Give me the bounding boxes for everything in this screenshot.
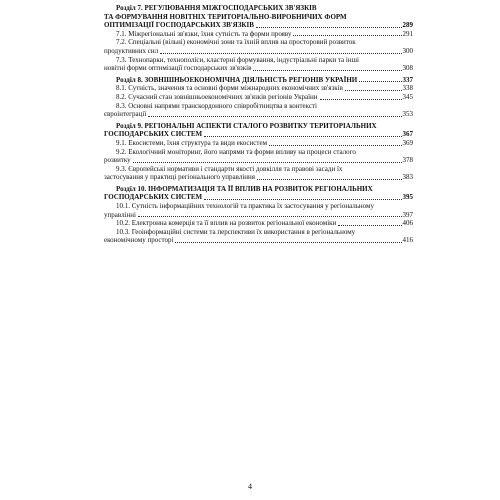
section-10-heading-line-2: ГОСПОДАРСЬКИХ СИСТЕМ [104, 193, 203, 202]
toc-entry-text-line-1: 8.3. Основні напрями транскордонного співробітництва в контексті [116, 101, 318, 110]
section-7-heading-line-2: ТА ФОРМУВАННЯ НОВІТНІХ ТЕРИТОРІАЛЬНО-ВИРОБНИЧИХ ФОРМ [104, 12, 347, 21]
section-7-heading-line-3: ОПТИМІЗАЦІЇ ГОСПОДАРСЬКИХ ЗВ'ЯЗКІВ [104, 21, 254, 30]
toc-entry-text-line-2: економічному просторі [104, 236, 174, 245]
section-9-heading [104, 122, 413, 139]
toc-entry-text-line-2: євроінтеграції [104, 110, 147, 119]
toc-entry-page: 300 [402, 46, 413, 55]
toc-entry-text-line-2: застосування у практиці регіонального управління [104, 173, 256, 182]
leader-dots [148, 116, 401, 117]
leader-dots [204, 199, 401, 200]
toc-entry-page: 406 [402, 219, 413, 228]
leader-dots [133, 162, 402, 163]
toc-entry-page: 353 [402, 110, 413, 119]
toc-entry-text-line-1: 10.3. Геоінформаційні системи та перспективи їх використання в регіональному [116, 227, 356, 236]
toc-section-8 [104, 76, 413, 119]
leader-dots [320, 99, 402, 100]
toc-entry-page: 397 [402, 210, 413, 219]
toc-entry-9-1 [104, 139, 413, 148]
leader-dots [204, 136, 401, 137]
section-9-page: 367 [402, 130, 413, 139]
toc-entry-7-2 [104, 38, 413, 55]
toc-entry-text-line-1: 9.2. Екологічний моніторинг, його напрями та форми впливу на процеси сталого [116, 147, 356, 156]
toc-entry-8-3 [104, 102, 413, 119]
toc-entry-text-line-1: 10.1. Сутність інформаційних технологій та практика їх застосування у регіональному [116, 202, 374, 211]
toc-section-10 [104, 185, 413, 245]
section-10-heading [104, 185, 413, 202]
leader-dots [256, 27, 402, 28]
toc-entry-page: 338 [402, 84, 413, 93]
toc-entry-10-3 [104, 228, 413, 245]
toc-entry-text: 7.1. Міжрегіональні зв'язки, їхня сутність та форми прояву [116, 29, 292, 38]
leader-dots [345, 90, 402, 91]
leader-dots [293, 35, 401, 36]
toc-entry-8-2 [104, 93, 413, 102]
leader-dots [338, 225, 401, 226]
section-10-page: 395 [402, 193, 413, 202]
toc-entry-text-line-2: управлінні [104, 210, 136, 219]
toc-entry-page: 308 [402, 64, 413, 73]
toc-entry-page: 378 [402, 156, 413, 165]
leader-dots [175, 242, 401, 243]
leader-dots [257, 179, 401, 180]
toc-entry-page: 345 [402, 92, 413, 101]
toc-entry-10-1 [104, 202, 413, 219]
toc-entry-page: 416 [402, 236, 413, 245]
toc-entry-7-1 [104, 30, 413, 39]
toc-entry-text-line-2: розвитку [104, 156, 131, 165]
toc-entry-text: 9.1. Екосистеми, їхня структура та види екосистем [116, 138, 267, 147]
section-9-heading-line-2: ГОСПОДАРСЬКИХ СИСТЕМ [104, 130, 203, 139]
toc-entry-text-line-1: 7.2. Спеціальні (вільні) економічні зони та їхній вплив на просторовий розвиток [116, 38, 356, 47]
section-7-heading [104, 4, 413, 30]
leader-dots [253, 70, 401, 71]
section-7-heading-line-1: Розділ 7. РЕГУЛЮВАННЯ МІЖГОСПОДАРСЬКИХ ЗВ'ЯЗКІВ [116, 4, 317, 12]
toc-entry-text: 8.1. Сутність, значення та основні форми міжнародних економічних зв'язків [116, 84, 343, 93]
toc-entry-text: 8.2. Сучасний стан зовнішньоекономічних зв'язків регіонів України [116, 92, 318, 101]
leader-dots [138, 216, 402, 217]
section-10-heading-line-1: Розділ 10. ІНФОРМАТИЗАЦІЯ ТА ЇЇ ВПЛИВ НА РОЗВИТОК РЕГІОНАЛЬНИХ [116, 184, 373, 193]
leader-dots [160, 53, 401, 54]
toc-entry-text-line-2: продуктивних сил [104, 46, 159, 55]
toc-entry-text-line-2: новітні форми оптимізації господарських зв'язків [104, 64, 252, 73]
toc-entry-8-1 [104, 84, 413, 93]
toc-entry-10-2 [104, 219, 413, 228]
toc-section-7 [104, 4, 413, 73]
page-number: 4 [248, 482, 252, 491]
section-9-heading-line-1: Розділ 9. РЕГІОНАЛЬНІ АСПЕКТИ СТАЛОГО РОЗВИТКУ ТЕРИТОРІАЛЬНИХ [116, 121, 377, 130]
toc-entry-page: 383 [402, 173, 413, 182]
section-8-heading [104, 76, 413, 85]
section-8-heading-text: Розділ 8. ЗОВНІШНЬОЕКОНОМІЧНА ДІЯЛЬНІСТЬ РЕГІОНІВ УКРАЇНИ [116, 75, 358, 84]
toc-entry-9-2 [104, 148, 413, 165]
toc-entry-page: 369 [402, 138, 413, 147]
leader-dots [269, 145, 402, 146]
toc-section-9 [104, 122, 413, 182]
toc-entry-text-line-1: 9.3. Європейські нормативи і стандарти якості довкілля та правові засади їх [116, 164, 343, 173]
section-8-page: 337 [402, 75, 413, 84]
toc-entry-text: 10.2. Електронна комерція та її вплив на розвиток регіональної економіки [116, 219, 337, 228]
toc-entry-text-line-1: 7.3. Технопарки, технополіси, кластерні формування, індустріальні парки та інші [116, 55, 359, 64]
toc-entry-page: 291 [402, 29, 413, 38]
section-7-page: 289 [402, 21, 413, 30]
toc-entry-9-3 [104, 165, 413, 182]
table-of-contents [104, 4, 413, 248]
toc-entry-7-3 [104, 56, 413, 73]
leader-dots [359, 81, 401, 82]
